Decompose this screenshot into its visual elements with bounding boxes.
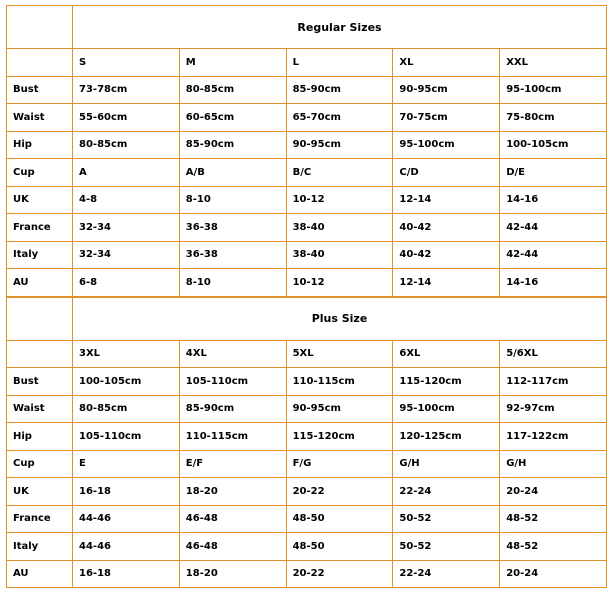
measurement-cell: 110-115cm (179, 423, 286, 451)
measurement-cell: 32-34 (73, 241, 180, 269)
row-label: France (7, 214, 73, 242)
measurement-cell: 12-14 (393, 186, 500, 214)
table-row (7, 533, 607, 561)
measurement-cell: 115-120cm (286, 423, 393, 451)
measurement-cell: C/D (393, 159, 500, 187)
table-row (7, 186, 607, 214)
table-row (7, 560, 607, 588)
measurement-cell: 16-18 (73, 560, 180, 588)
table-row (7, 241, 607, 269)
measurement-cell: 6-8 (73, 269, 180, 297)
measurement-cell: B/C (286, 159, 393, 187)
measurement-cell: 73-78cm (73, 76, 180, 104)
size-header-cell: 6XL (393, 340, 500, 368)
table-row (7, 478, 607, 506)
row-label: Cup (7, 450, 73, 478)
section-title-row (7, 297, 607, 341)
row-label: Italy (7, 533, 73, 561)
row-label: Bust (7, 76, 73, 104)
measurement-cell: 38-40 (286, 214, 393, 242)
measurement-cell: 10-12 (286, 269, 393, 297)
measurement-cell: 90-95cm (286, 131, 393, 159)
measurement-cell: 22-24 (393, 478, 500, 506)
corner-cell (7, 6, 73, 49)
size-header-cell: 5/6XL (500, 340, 607, 368)
row-label: Italy (7, 241, 73, 269)
measurement-cell: 105-110cm (179, 368, 286, 396)
measurement-cell: A/B (179, 159, 286, 187)
measurement-cell: E (73, 450, 180, 478)
table-row (7, 104, 607, 132)
size-header-cell: XXL (500, 49, 607, 77)
row-label: Hip (7, 131, 73, 159)
table-row (7, 214, 607, 242)
row-label: AU (7, 269, 73, 297)
measurement-cell: 36-38 (179, 241, 286, 269)
measurement-cell: 44-46 (73, 505, 180, 533)
measurement-cell: 40-42 (393, 214, 500, 242)
size-header-cell: S (73, 49, 180, 77)
measurement-cell: 110-115cm (286, 368, 393, 396)
measurement-cell: 80-85cm (179, 76, 286, 104)
header-label-cell (7, 49, 73, 77)
measurement-cell: 16-18 (73, 478, 180, 506)
measurement-cell: 20-22 (286, 478, 393, 506)
measurement-cell: 38-40 (286, 241, 393, 269)
measurement-cell: 105-110cm (73, 423, 180, 451)
measurement-cell: 92-97cm (500, 395, 607, 423)
measurement-cell: 40-42 (393, 241, 500, 269)
measurement-cell: G/H (500, 450, 607, 478)
measurement-cell: 36-38 (179, 214, 286, 242)
section-title-row (7, 6, 607, 49)
measurement-cell: F/G (286, 450, 393, 478)
measurement-cell: 20-24 (500, 478, 607, 506)
table-row (7, 423, 607, 451)
table-row (7, 269, 607, 297)
table-row (7, 159, 607, 187)
measurement-cell: 70-75cm (393, 104, 500, 132)
row-label: UK (7, 478, 73, 506)
measurement-cell: 48-50 (286, 533, 393, 561)
measurement-cell: 117-122cm (500, 423, 607, 451)
measurement-cell: 14-16 (500, 269, 607, 297)
size-header-cell: 3XL (73, 340, 180, 368)
table-row (7, 131, 607, 159)
measurement-cell: 8-10 (179, 186, 286, 214)
measurement-cell: D/E (500, 159, 607, 187)
table-row (7, 505, 607, 533)
measurement-cell: 48-52 (500, 533, 607, 561)
measurement-cell: 32-34 (73, 214, 180, 242)
measurement-cell: E/F (179, 450, 286, 478)
measurement-cell: A (73, 159, 180, 187)
row-label: Hip (7, 423, 73, 451)
measurement-cell: 95-100cm (393, 131, 500, 159)
size-header-cell: L (286, 49, 393, 77)
size-header-row (7, 340, 607, 368)
size-header-cell: 4XL (179, 340, 286, 368)
row-label: UK (7, 186, 73, 214)
size-header-cell: M (179, 49, 286, 77)
row-label: AU (7, 560, 73, 588)
measurement-cell: 120-125cm (393, 423, 500, 451)
measurement-cell: 22-24 (393, 560, 500, 588)
measurement-cell: 112-117cm (500, 368, 607, 396)
table-row (7, 368, 607, 396)
size-header-cell: 5XL (286, 340, 393, 368)
header-label-cell (7, 340, 73, 368)
measurement-cell: 8-10 (179, 269, 286, 297)
size-header-row (7, 49, 607, 77)
size-chart-table (6, 5, 607, 588)
size-header-cell: XL (393, 49, 500, 77)
measurement-cell: 75-80cm (500, 104, 607, 132)
table-row (7, 395, 607, 423)
measurement-cell: 18-20 (179, 560, 286, 588)
row-label: Waist (7, 395, 73, 423)
measurement-cell: 20-24 (500, 560, 607, 588)
measurement-cell: 42-44 (500, 241, 607, 269)
table-row (7, 450, 607, 478)
row-label: Cup (7, 159, 73, 187)
measurement-cell: 115-120cm (393, 368, 500, 396)
measurement-cell: 48-50 (286, 505, 393, 533)
section-title: Regular Sizes (73, 6, 607, 49)
measurement-cell: 85-90cm (286, 76, 393, 104)
measurement-cell: 85-90cm (179, 131, 286, 159)
measurement-cell: 95-100cm (393, 395, 500, 423)
measurement-cell: 12-14 (393, 269, 500, 297)
measurement-cell: 10-12 (286, 186, 393, 214)
table-row (7, 76, 607, 104)
corner-cell (7, 297, 73, 341)
measurement-cell: 80-85cm (73, 395, 180, 423)
row-label: Bust (7, 368, 73, 396)
measurement-cell: 85-90cm (179, 395, 286, 423)
row-label: Waist (7, 104, 73, 132)
measurement-cell: 14-16 (500, 186, 607, 214)
measurement-cell: 44-46 (73, 533, 180, 561)
section-title: Plus Size (73, 297, 607, 341)
measurement-cell: G/H (393, 450, 500, 478)
measurement-cell: 46-48 (179, 505, 286, 533)
measurement-cell: 20-22 (286, 560, 393, 588)
measurement-cell: 50-52 (393, 505, 500, 533)
measurement-cell: 65-70cm (286, 104, 393, 132)
measurement-cell: 90-95cm (286, 395, 393, 423)
row-label: France (7, 505, 73, 533)
measurement-cell: 4-8 (73, 186, 180, 214)
measurement-cell: 18-20 (179, 478, 286, 506)
measurement-cell: 48-52 (500, 505, 607, 533)
measurement-cell: 55-60cm (73, 104, 180, 132)
measurement-cell: 50-52 (393, 533, 500, 561)
measurement-cell: 100-105cm (500, 131, 607, 159)
measurement-cell: 100-105cm (73, 368, 180, 396)
measurement-cell: 42-44 (500, 214, 607, 242)
measurement-cell: 95-100cm (500, 76, 607, 104)
size-chart-body (7, 6, 607, 588)
measurement-cell: 90-95cm (393, 76, 500, 104)
measurement-cell: 60-65cm (179, 104, 286, 132)
measurement-cell: 80-85cm (73, 131, 180, 159)
measurement-cell: 46-48 (179, 533, 286, 561)
